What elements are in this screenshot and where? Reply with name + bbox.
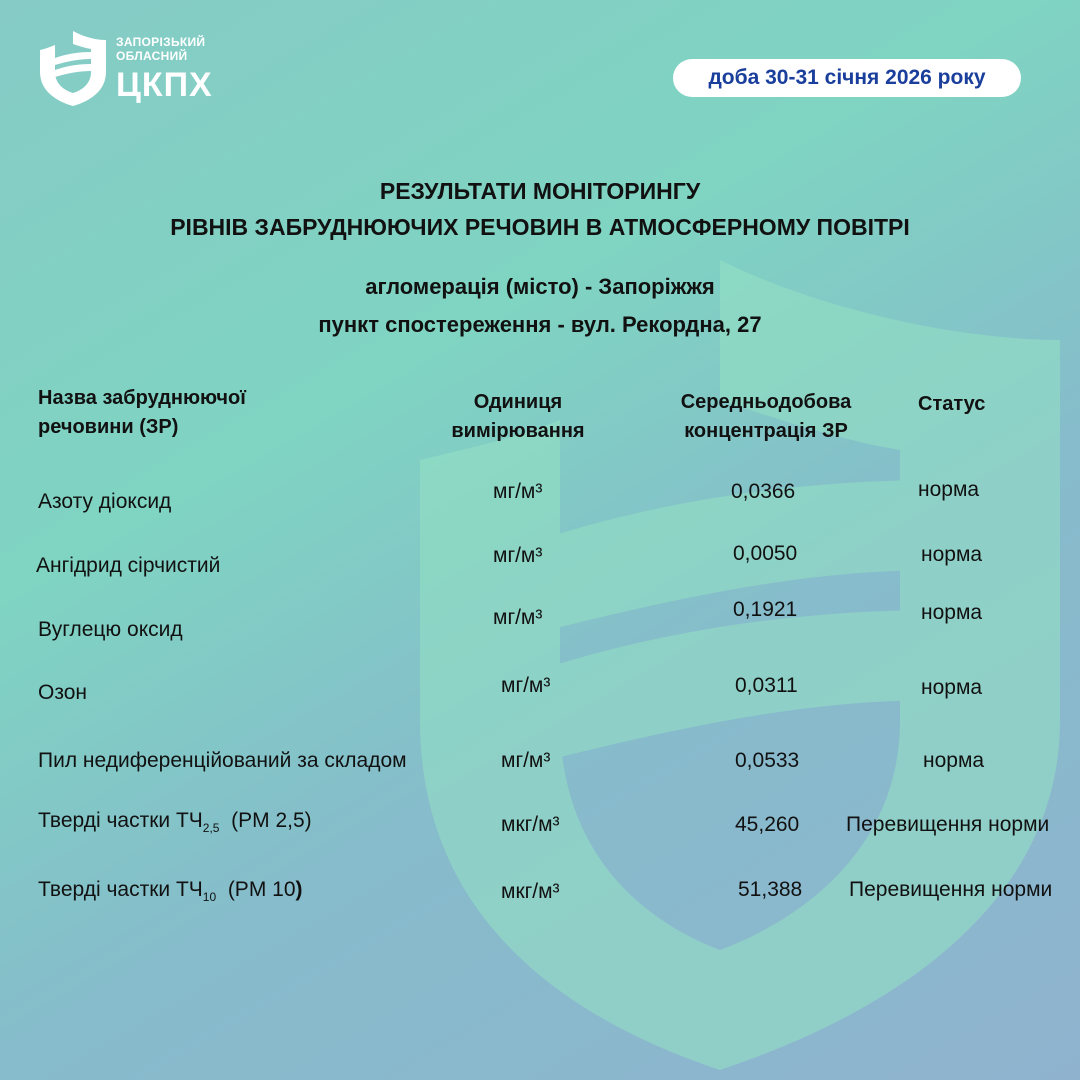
column-header-name-line-1: Назва забруднюючої — [38, 387, 246, 409]
table-row-status: Перевищення норми — [846, 813, 1050, 836]
column-header-unit-line-1: Одиниця — [473, 391, 563, 413]
table-row-unit: мг/м³ — [493, 480, 543, 503]
column-header-name-line-2: речовини (ЗР) — [38, 416, 179, 438]
table-row-name-paren: ) — [295, 878, 303, 901]
table-row-name-main: Тверді частки ТЧ — [38, 809, 203, 832]
subtitle-agglomeration: агломерація (місто) - Запоріжжя — [365, 274, 715, 299]
date-badge — [673, 59, 1021, 97]
table-row-value: 0,0311 — [735, 674, 798, 697]
page-title-line-2: РІВНІВ ЗАБРУДНЮЮЧИХ РЕЧОВИН В АТМОСФЕРНОМУ ПОВІТРІ — [170, 214, 910, 240]
table-row-name — [38, 878, 303, 904]
date-label: доба 30-31 січня 2026 року — [708, 66, 986, 89]
table-row-value: 0,0366 — [731, 480, 796, 503]
table-row-name: Азоту діоксид — [38, 490, 172, 513]
column-header-concentration — [666, 388, 866, 446]
table-row-value: 51,388 — [738, 878, 803, 901]
table-row-status: норма — [921, 543, 983, 566]
table-row-unit: мкг/м³ — [501, 880, 560, 903]
table-row-value: 0,0533 — [735, 749, 800, 772]
shield-watermark — [400, 250, 1080, 1080]
table-row-status: норма — [921, 601, 983, 624]
table-row-name-subscript: 2,5 — [202, 821, 220, 836]
table-row-unit: мг/м³ — [501, 674, 551, 697]
table-row-status: норма — [923, 749, 985, 772]
org-line-1: ЗАПОРІЗЬКИЙ — [116, 35, 206, 49]
table-row-name — [38, 809, 312, 835]
column-header-unit — [440, 388, 596, 446]
column-header-status: Статус — [918, 393, 986, 415]
column-header-unit-line-2: вимірювання — [451, 420, 585, 442]
table-row-name: Озон — [38, 681, 88, 704]
table-row-value: 0,0050 — [733, 542, 798, 565]
table-row-status: норма — [921, 676, 983, 699]
column-header-concentration-line-2: концентрація ЗР — [684, 420, 848, 442]
table-row-unit: мг/м³ — [501, 749, 551, 772]
table-row-status: норма — [918, 478, 980, 501]
org-line-2: ОБЛАСНИЙ — [116, 49, 188, 63]
table-row-unit: мг/м³ — [493, 606, 543, 629]
table-row-unit: мкг/м³ — [501, 813, 560, 836]
table-row-name: Вуглецю оксид — [38, 618, 183, 641]
subtitle-observation-point: пункт спостереження - вул. Рекордна, 27 — [318, 312, 762, 337]
organization-name — [116, 36, 213, 102]
shield-logo-icon — [36, 28, 110, 108]
table-row-name-tail: (PM 10 — [227, 878, 296, 901]
page-title-line-1: РЕЗУЛЬТАТИ МОНІТОРИНГУ — [379, 178, 701, 204]
table-row-status: Перевищення норми — [849, 878, 1053, 901]
table-row-name-subscript: 10 — [202, 890, 217, 905]
table-row-name: Пил недиференційований за складом — [38, 749, 407, 772]
table-row-unit: мг/м³ — [493, 544, 543, 567]
table-row-name-tail: (PM 2,5) — [231, 809, 312, 832]
table-row-value: 45,260 — [735, 813, 800, 836]
table-row-name: Ангідрид сірчистий — [36, 554, 221, 577]
table-row-name-main: Тверді частки ТЧ — [38, 878, 203, 901]
column-header-name — [38, 384, 246, 442]
org-abbreviation: ЦКПХ — [116, 66, 213, 104]
column-header-concentration-line-1: Середньодобова — [680, 391, 852, 413]
table-row-value: 0,1921 — [733, 598, 798, 621]
